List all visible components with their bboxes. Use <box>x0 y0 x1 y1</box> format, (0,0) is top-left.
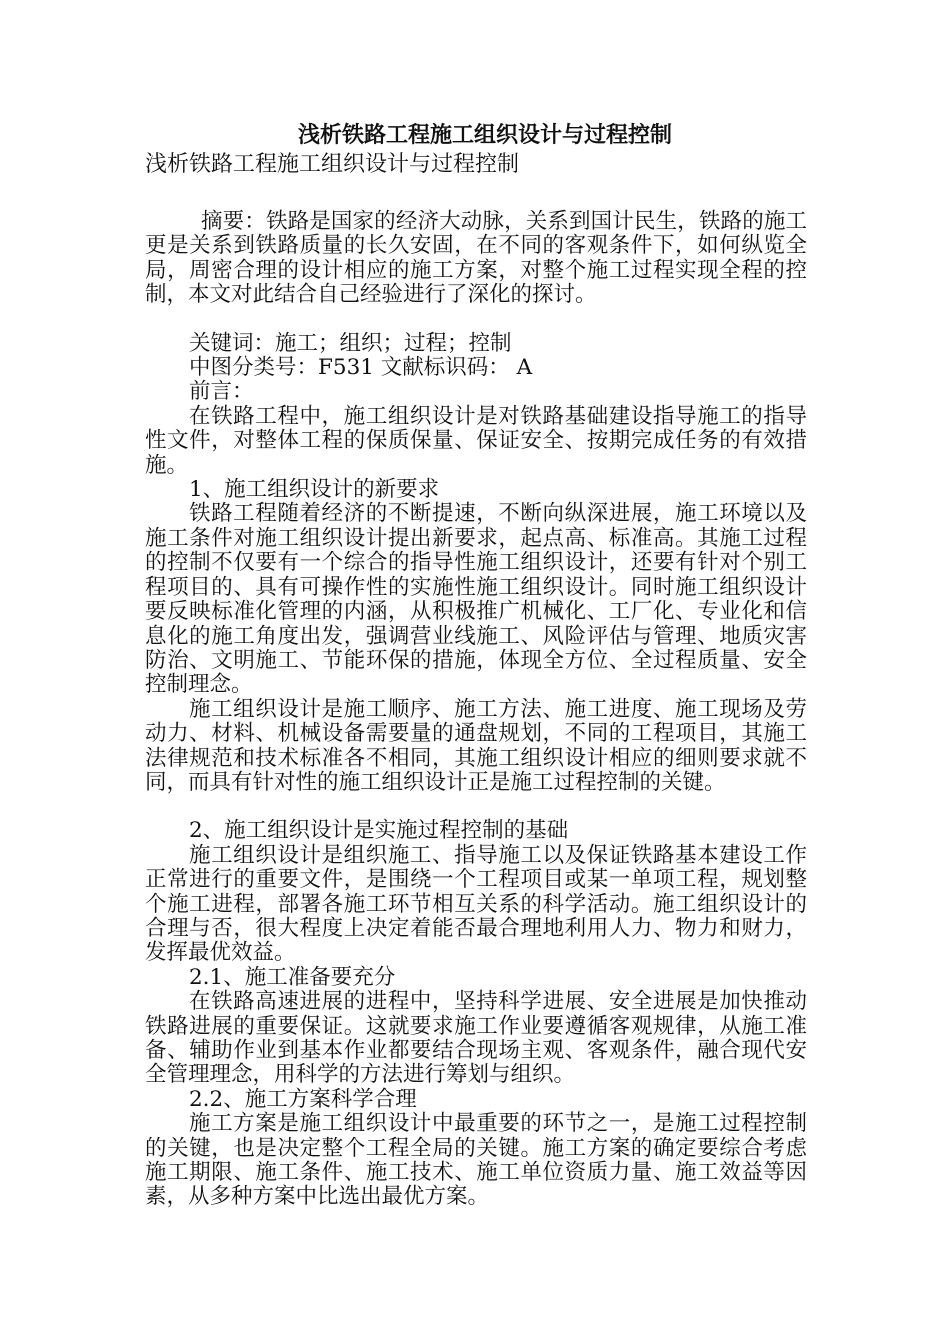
section-2-1-paragraph: 在铁路高速进展的进程中，坚持科学进展、安全进展是加快推动铁路进展的重要保证。这就要求施工作业要遵循客观规律，从施工准备、辅助作业到基本作业都要结合现场主观、客观条件，融合现代安全管理理念，用科学的方法进行筹划与组织。 <box>145 989 807 1088</box>
section-1-paragraph-2: 施工组织设计是施工顺序、施工方法、施工进度、施工现场及劳动力、材料、机械设备需要量的通盘规划，不同的工程项目，其施工法律规范和技术标准各不相同，其施工组织设计相应的细则要求就不同，而具有针对性的施工组织设计正是施工过程控制的关键。 <box>145 696 807 795</box>
section-2-paragraph-1: 施工组织设计是组织施工、指导施工以及保证铁路基本建设工作正常进行的重要文件，是围绕一个工程项目或某一单项工程，规划整个施工进程，部署各施工环节相互关系的科学活动。施工组织设计的合理与否，很大程度上决定着能否最合理地利用人力、物力和财力，发挥最优效益。 <box>145 842 807 966</box>
blank-line <box>145 308 807 332</box>
section-2-2-heading: 2.2、施工方案科学合理 <box>189 1086 417 1112</box>
preface-paragraph: 在铁路工程中，施工组织设计是对铁路基础建设指导施工的指导性文件，对整体工程的保质保量、保证安全、按期完成任务的有效措施。 <box>145 403 807 478</box>
abstract-paragraph: 摘要：铁路是国家的经济大动脉，关系到国计民生，铁路的施工更是关系到铁路质量的长久安固，在不同的客观条件下，如何纵览全局，周密合理的设计相应的施工方案，对整个施工过程实现全程的控制，本文对此结合自己经验进行了深化的探讨。 <box>145 209 807 308</box>
document-body <box>145 120 807 1210</box>
classification-line: 中图分类号：F531 文献标识码： A <box>189 355 533 381</box>
blank-line <box>145 180 807 204</box>
section-1-paragraph-1: 铁路工程随着经济的不断提速，不断向纵深进展，施工环境以及施工条件对施工组织设计提出新要求，起点高、标准高。其施工过程的控制不仅要有一个综合的指导性施工组织设计，还要有针对个别工程项目的、具有可操作性的实施性施工组织设计。同时施工组织设计要反映标准化管理的内涵，从积极推广机械化、工厂化、专业化和信息化的施工角度出发，强调营业线施工、风险评估与管理、地质灾害防治、文明施工、节能环保的措施，体现全方位、全过程质量、安全控制理念。 <box>145 501 807 698</box>
keywords-line: 关键词：施工；组织；过程；控制 <box>189 330 512 356</box>
document-title: 浅析铁路工程施工组织设计与过程控制 <box>297 122 672 148</box>
preface-heading: 前言： <box>189 379 254 405</box>
blank-line <box>145 795 807 819</box>
section-2-heading: 2、施工组织设计是实施过程控制的基础 <box>189 818 569 844</box>
document-subtitle: 浅析铁路工程施工组织设计与过程控制 <box>145 152 520 177</box>
section-2-2-paragraph: 施工方案是施工组织设计中最重要的环节之一，是施工过程控制的关键，也是决定整个工程全局的关键。施工方案的确定要综合考虑施工期限、施工条件、施工技术、施工单位资质力量、施工效益等因素，从多种方案中比选出最优方案。 <box>145 1111 807 1210</box>
section-2-1-heading: 2.1、施工准备要充分 <box>189 964 396 990</box>
section-1-heading: 1、施工组织设计的新要求 <box>189 477 440 503</box>
